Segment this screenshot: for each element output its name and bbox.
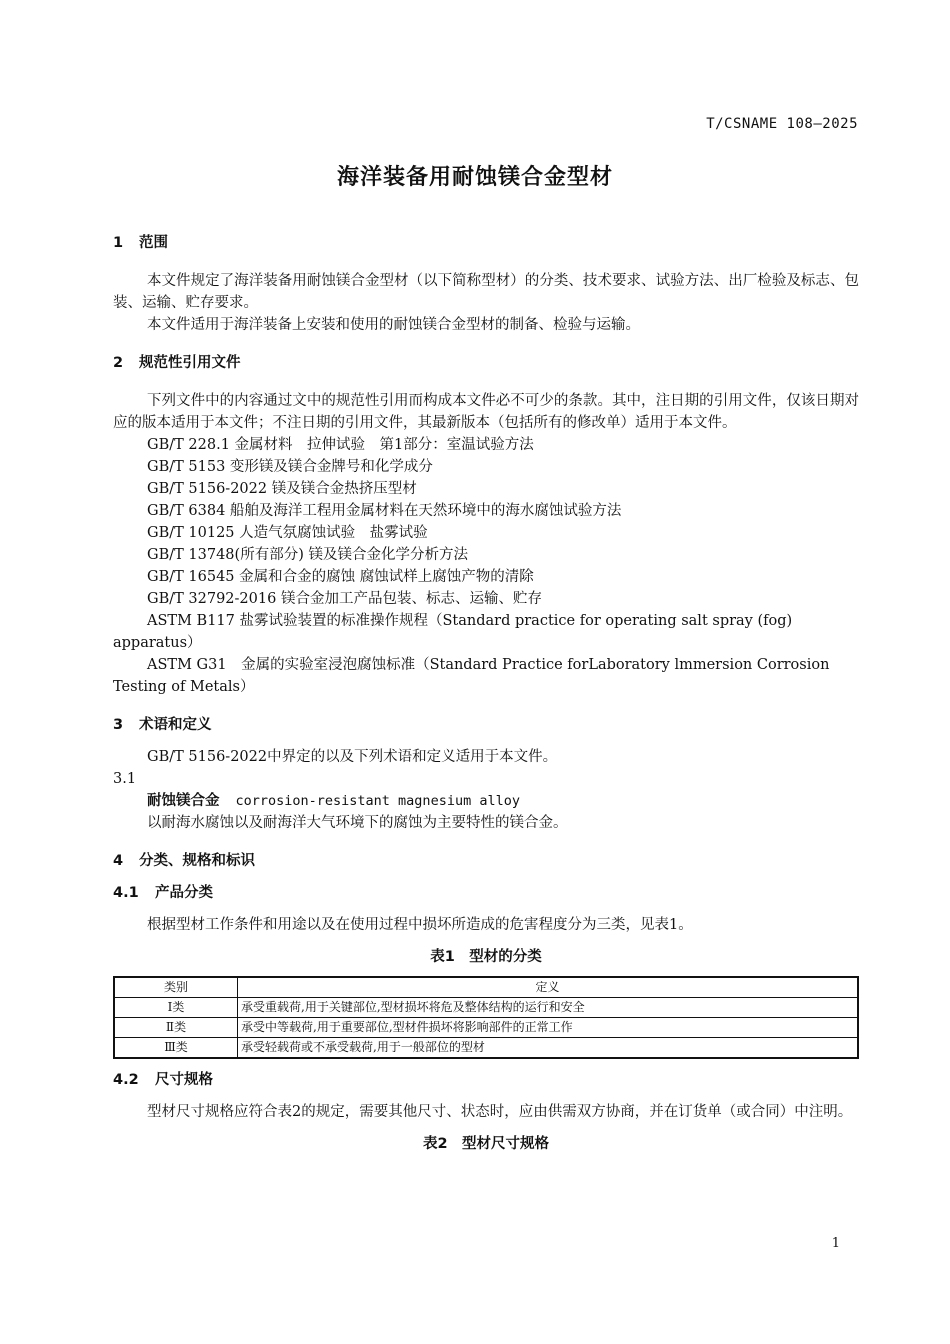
category-cell: Ⅱ类 bbox=[114, 1018, 238, 1038]
subsection-number: 4.2 bbox=[113, 1072, 139, 1088]
table-1-title: 表1 型材的分类 bbox=[430, 949, 542, 965]
reference-item: GB/T 6384 船舶及海洋工程用金属材料在天然环境中的海水腐蚀试验方法 bbox=[147, 503, 622, 519]
section-2-heading bbox=[113, 352, 859, 374]
reference-item-astm-g31: ASTM G31 金属的实验室浸泡腐蚀标准（Standard Practice forLaboratory lmmersion Corrosion Testing of Metals） bbox=[113, 657, 830, 695]
section-title: 范围 bbox=[139, 235, 168, 251]
definition-cell: 承受重载荷,用于关键部位,型材损坏将危及整体结构的运行和安全 bbox=[238, 998, 859, 1018]
standard-code: T/CSNAME 108—2025 bbox=[706, 116, 858, 132]
reference-item-astm-b117: ASTM B117 盐雾试验装置的标准操作规程（Standard practice for operating salt spray (fog) apparatus） bbox=[113, 613, 793, 651]
terms-intro: GB/T 5156-2022中界定的以及下列术语和定义适用于本文件。 bbox=[147, 749, 558, 765]
size-spec-text: 型材尺寸规格应符合表2的规定，需要其他尺寸、状态时，应由供需双方协商，并在订货单（或合同）中注明。 bbox=[147, 1104, 853, 1120]
category-cell: Ⅰ类 bbox=[114, 998, 238, 1018]
reference-item: GB/T 32792-2016 镁合金加工产品包装、标志、运输、贮存 bbox=[147, 591, 542, 607]
term-english: corrosion-resistant magnesium alloy bbox=[235, 793, 520, 809]
section-number: 1 bbox=[113, 235, 124, 251]
section-title: 分类、规格和标识 bbox=[139, 853, 255, 869]
table-2-title: 表2 型材尺寸规格 bbox=[422, 1136, 550, 1152]
document-body bbox=[113, 232, 859, 1155]
section-number: 2 bbox=[113, 355, 124, 371]
reference-item: GB/T 10125 人造气氛腐蚀试验 盐雾试验 bbox=[147, 525, 428, 541]
references-intro: 下列文件中的内容通过文中的规范性引用而构成本文件必不可少的条款。其中，注日期的引用文件，仅该日期对应的版本适用于本文件；不注日期的引用文件，其最新版本（包括所有的修改单）适用于本文件。 bbox=[113, 393, 859, 431]
table-header-cell: 定义 bbox=[238, 977, 859, 998]
reference-item: GB/T 228.1 金属材料 拉伸试验 第1部分：室温试验方法 bbox=[147, 437, 534, 453]
subsection-4-1-heading bbox=[113, 882, 859, 904]
document-title: 海洋装备用耐蚀镁合金型材 bbox=[336, 165, 613, 190]
section-number: 3 bbox=[113, 717, 124, 733]
classification-table bbox=[113, 976, 859, 1059]
reference-item: GB/T 13748(所有部分) 镁及镁合金化学分析方法 bbox=[147, 547, 468, 563]
subsection-title: 尺寸规格 bbox=[155, 1072, 213, 1088]
table-row bbox=[114, 1018, 858, 1038]
section-title: 术语和定义 bbox=[139, 717, 212, 733]
table-header-cell: 类别 bbox=[114, 977, 238, 998]
term-entry bbox=[113, 790, 859, 812]
table-header-row bbox=[114, 977, 858, 998]
category-cell: Ⅲ类 bbox=[114, 1038, 238, 1059]
classification-text: 根据型材工作条件和用途以及在使用过程中损坏所造成的危害程度分为三类，见表1。 bbox=[147, 917, 693, 933]
page-number: 1 bbox=[831, 1236, 840, 1251]
term-number: 3.1 bbox=[113, 771, 137, 787]
term-chinese: 耐蚀镁合金 bbox=[147, 793, 220, 809]
section-4-heading bbox=[113, 850, 859, 872]
term-definition: 以耐海水腐蚀以及耐海洋大气环境下的腐蚀为主要特性的镁合金。 bbox=[147, 815, 568, 831]
subsection-title: 产品分类 bbox=[155, 885, 213, 901]
section-1-heading bbox=[113, 232, 859, 254]
subsection-4-2-heading bbox=[113, 1069, 859, 1091]
reference-item: GB/T 16545 金属和合金的腐蚀 腐蚀试样上腐蚀产物的清除 bbox=[147, 569, 534, 585]
scope-paragraph-2: 本文件适用于海洋装备上安装和使用的耐蚀镁合金型材的制备、检验与运输。 bbox=[147, 317, 640, 333]
definition-cell: 承受中等载荷,用于重要部位,型材件损坏将影响部件的正常工作 bbox=[238, 1018, 859, 1038]
scope-paragraph-1: 本文件规定了海洋装备用耐蚀镁合金型材（以下简称型材）的分类、技术要求、试验方法、出厂检验及标志、包装、运输、贮存要求。 bbox=[113, 273, 859, 311]
section-3-heading bbox=[113, 714, 859, 736]
reference-item: GB/T 5156-2022 镁及镁合金热挤压型材 bbox=[147, 481, 417, 497]
section-title: 规范性引用文件 bbox=[139, 355, 241, 371]
definition-cell: 承受轻载荷或不承受载荷,用于一般部位的型材 bbox=[238, 1038, 859, 1059]
section-number: 4 bbox=[113, 853, 124, 869]
reference-item: GB/T 5153 变形镁及镁合金牌号和化学成分 bbox=[147, 459, 433, 475]
table-row bbox=[114, 998, 858, 1018]
table-row bbox=[114, 1038, 858, 1059]
subsection-number: 4.1 bbox=[113, 885, 139, 901]
